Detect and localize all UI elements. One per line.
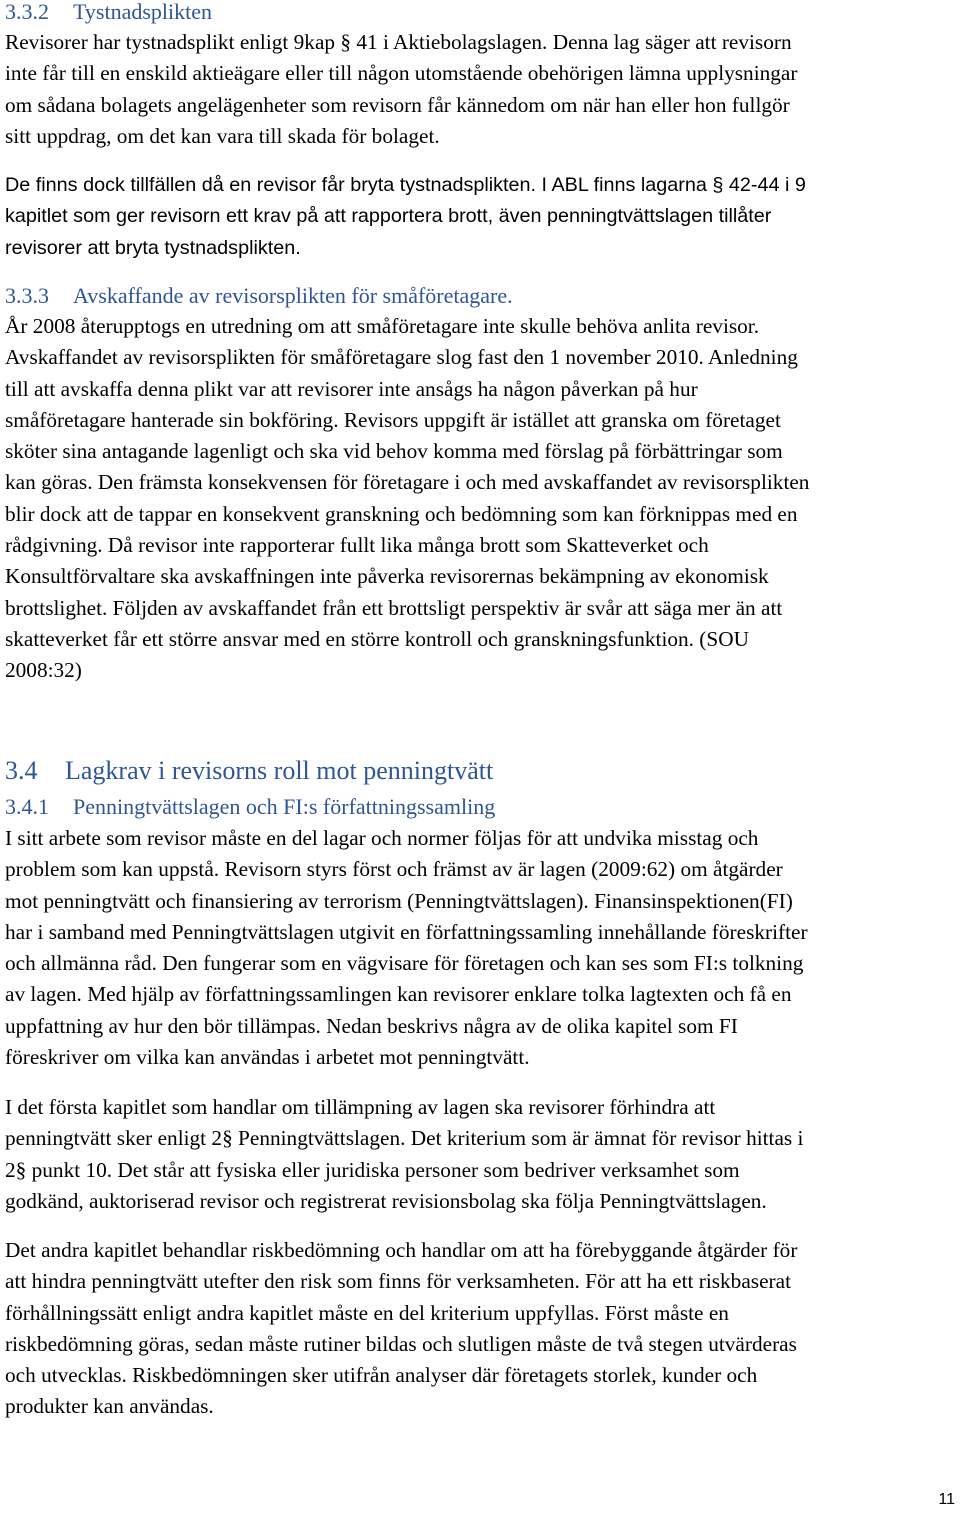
section-title: Avskaffande av revisorsplikten för småföretagare.: [73, 283, 513, 308]
section-title: Lagkrav i revisorns roll mot penningtvätt: [65, 756, 494, 785]
section-heading-3-4: [5, 755, 493, 787]
text-line: kan göras. Den främsta konsekvensen för företagare i och med avskaffandet av revisorsplikten: [5, 470, 810, 495]
text-line: godkänd, auktoriserad revisor och registrerat revisionsbolag ska följa Penningtvättslagen.: [5, 1188, 767, 1213]
section-title: Penningtvättslagen och FI:s författningssamling: [73, 794, 496, 819]
text-line: I sitt arbete som revisor måste en del lagar och normer följas för att undvika misstag och: [5, 826, 759, 850]
text-line: har i samband med Penningtvättslagen utgivit en författningssamling innehållande föreskrifter: [5, 919, 808, 944]
paragraph-penningtvattslagen-1: [5, 823, 955, 1073]
text-line: och allmänna råd. Den fungerar som en vägvisare för företagen och kan ses som FI:s tolkning: [5, 951, 804, 976]
text-line: sitt uppdrag, om det kan vara till skada för bolaget.: [5, 123, 440, 148]
text-line: I det första kapitlet som handlar om tillämpning av lagen ska revisorer förhindra att: [5, 1095, 716, 1119]
text-line: mot penningtvätt och finansiering av terrorism (Penningtvättslagen). Finansinspektionen(FI): [5, 888, 793, 913]
section-number: 3.3.2: [5, 0, 49, 24]
text-line: av lagen. Med hjälp av författningssamlingen kan revisorer enklare tolka lagtexten och få en: [5, 982, 792, 1007]
text-line: sköter sina antagande lagenligt och ska vid behov komma med förslag på förbättringar som: [5, 439, 783, 464]
section-number: 3.4: [5, 756, 38, 785]
text-line: föreskriver om vilka kan användas i arbetet mot penningtvätt.: [5, 1045, 530, 1070]
text-line: rådgivning. Då revisor inte rapporterar fullt lika många brott som Skatteverket och: [5, 533, 709, 558]
paragraph-tystnadsplikt-1: [5, 27, 955, 152]
section-heading-3-4-1: [5, 793, 495, 821]
text-line: Det andra kapitlet behandlar riskbedömning och handlar om att ha förebyggande åtgärder för: [5, 1238, 798, 1262]
page-number: 11: [938, 1491, 955, 1508]
text-line: Avskaffandet av revisorsplikten för småföretagare slog fast den 1 november 2010. Anledning: [5, 345, 798, 370]
text-line: 2008:32): [5, 658, 82, 683]
text-line: Revisorer har tystnadsplikt enligt 9kap § 41 i Aktiebolagslagen. Denna lag säger att revisorn: [5, 30, 792, 54]
text-line: brottslighet. Följden av avskaffandet från ett brottsligt perspektiv är svår att säga mer än att: [5, 595, 783, 620]
text-line: revisorer att bryta tystnadsplikten.: [5, 236, 301, 259]
text-line: Konsultförvaltare ska avskaffningen inte påverka revisorernas bekämpning av ekonomisk: [5, 564, 769, 589]
text-line: skatteverket får ett större ansvar med en större kontroll och granskningsfunktion. (SOU: [5, 626, 750, 651]
text-line: och utvecklas. Riskbedömningen sker utifrån analyser där företagets storlek, kunder och: [5, 1363, 758, 1388]
section-heading-3-3-2: [5, 0, 212, 26]
text-line: blir dock att de tappar en konsekvent granskning och bedömning som kan förknippas med en: [5, 501, 798, 526]
text-line: förhållningssätt enligt andra kapitlet måste en del kriterium uppfyllas. Först måste en: [5, 1300, 729, 1325]
section-number: 3.3.3: [5, 283, 49, 308]
text-line: småföretagare hanterade sin bokföring. Revisors uppgift är istället att granska om företaget: [5, 407, 781, 432]
text-line: problem som kan uppstå. Revisorn styrs först och främst av är lagen (2009:62) om åtgärder: [5, 857, 783, 882]
text-line: om sådana bolagets angelägenheter som revisorn får kännedom om när han eller hon fullgör: [5, 92, 790, 117]
text-line: riskbedömning göras, sedan måste rutiner bildas och slutligen måste de två stegen utvärderas: [5, 1331, 797, 1356]
text-line: År 2008 återupptogs en utredning om att småföretagare inte skulle behöva anlita revisor.: [5, 314, 760, 338]
section-title: Tystnadsplikten: [73, 0, 213, 24]
text-line: 2§ punkt 10. Det står att fysiska eller juridiska personer som bedriver verksamhet som: [5, 1157, 740, 1182]
paragraph-forsta-kapitlet: [5, 1092, 955, 1217]
text-line: till att avskaffa denna plikt var att revisorer inte ansågs ha någon påverkan på hur: [5, 376, 698, 401]
section-heading-3-3-3: [5, 282, 513, 310]
paragraph-andra-kapitlet: [5, 1235, 955, 1423]
text-line: uppfattning av hur den bör tillämpas. Nedan beskrivs några av de olika kapitel som FI: [5, 1013, 738, 1038]
text-line: De finns dock tillfällen då en revisor får bryta tystnadsplikten. I ABL finns lagarna § 42-44 i 9: [5, 174, 806, 196]
text-line: kapitlet som ger revisorn ett krav på att rapportera brott, även penningtvättslagen tillåter: [5, 205, 772, 228]
text-line: att hindra penningtvätt utefter den risk som finns för verksamheten. För att ha ett riskbaserat: [5, 1269, 791, 1294]
text-line: inte får till en enskild aktieägare eller till någon utomstående obehörigen lämna upplysningar: [5, 61, 798, 86]
text-line: penningtvätt sker enligt 2§ Penningtvättslagen. Det kriterium som är ämnat för revisor hittas i: [5, 1126, 804, 1151]
section-number: 3.4.1: [5, 794, 49, 819]
paragraph-tystnadsplikt-2: [5, 170, 955, 264]
paragraph-revisorsplikt: [5, 311, 955, 687]
text-line: produkter kan användas.: [5, 1394, 214, 1419]
